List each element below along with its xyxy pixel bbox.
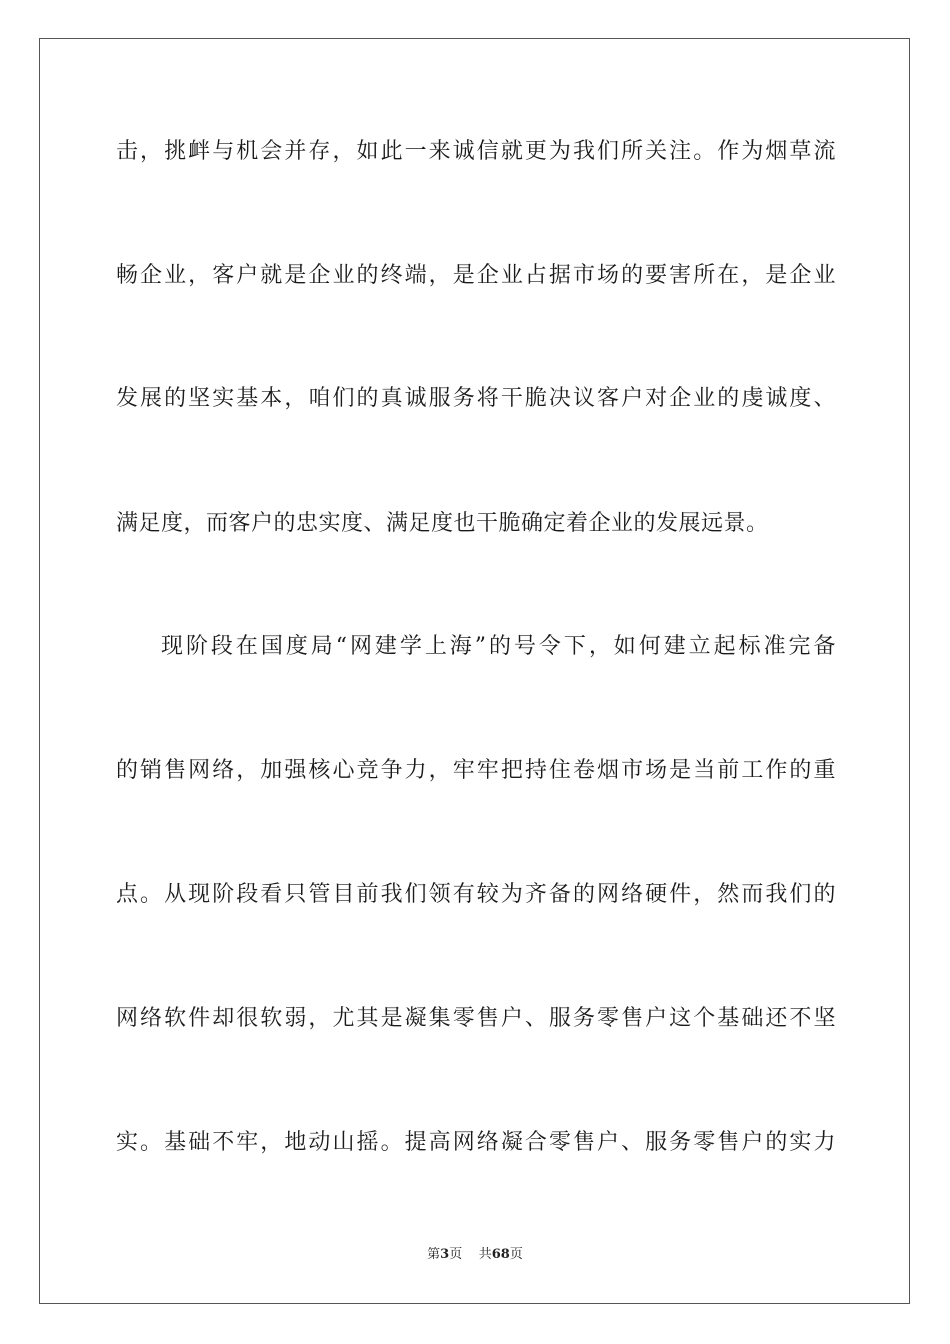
- page-border: [39, 38, 910, 1304]
- page-prefix: 第: [427, 1247, 441, 1262]
- text-line-1: 击，挑衅与机会并存，如此一来诚信就更为我们所关注。作为烟草流: [116, 139, 836, 164]
- text-line-4: 满足度，而客户的忠实度、满足度也干脆确定着企业的发展远景。: [116, 511, 769, 536]
- text-line-2: 畅企业，客户就是企业的终端，是企业占据市场的要害所在，是企业: [116, 263, 836, 288]
- text-line-3: 发展的坚实基本，咱们的真诚服务将干脆决议客户对企业的虔诚度、: [116, 386, 836, 411]
- total-prefix: 共: [478, 1247, 492, 1262]
- total-pages: 68: [491, 1247, 510, 1262]
- page-suffix: 页: [449, 1247, 463, 1262]
- text-line-6: 的销售网络，加强核心竞争力，牢牢把持住卷烟市场是当前工作的重: [116, 758, 836, 783]
- page-footer: [0, 1246, 950, 1264]
- page-number: 3: [440, 1247, 450, 1262]
- text-line-7: 点。从现阶段看只管目前我们领有较为齐备的网络硬件，然而我们的: [116, 882, 836, 907]
- total-suffix: 页: [509, 1247, 523, 1262]
- text-line-9: 实。基础不牢，地动山摇。提高网络凝合零售户、服务零售户的实力: [116, 1130, 836, 1155]
- text-line-8: 网络软件却很软弱，尤其是凝集零售户、服务零售户这个基础还不坚: [116, 1006, 836, 1031]
- text-line-5: 现阶段在国度局“网建学上海”的号令下，如何建立起标准完备: [161, 634, 836, 659]
